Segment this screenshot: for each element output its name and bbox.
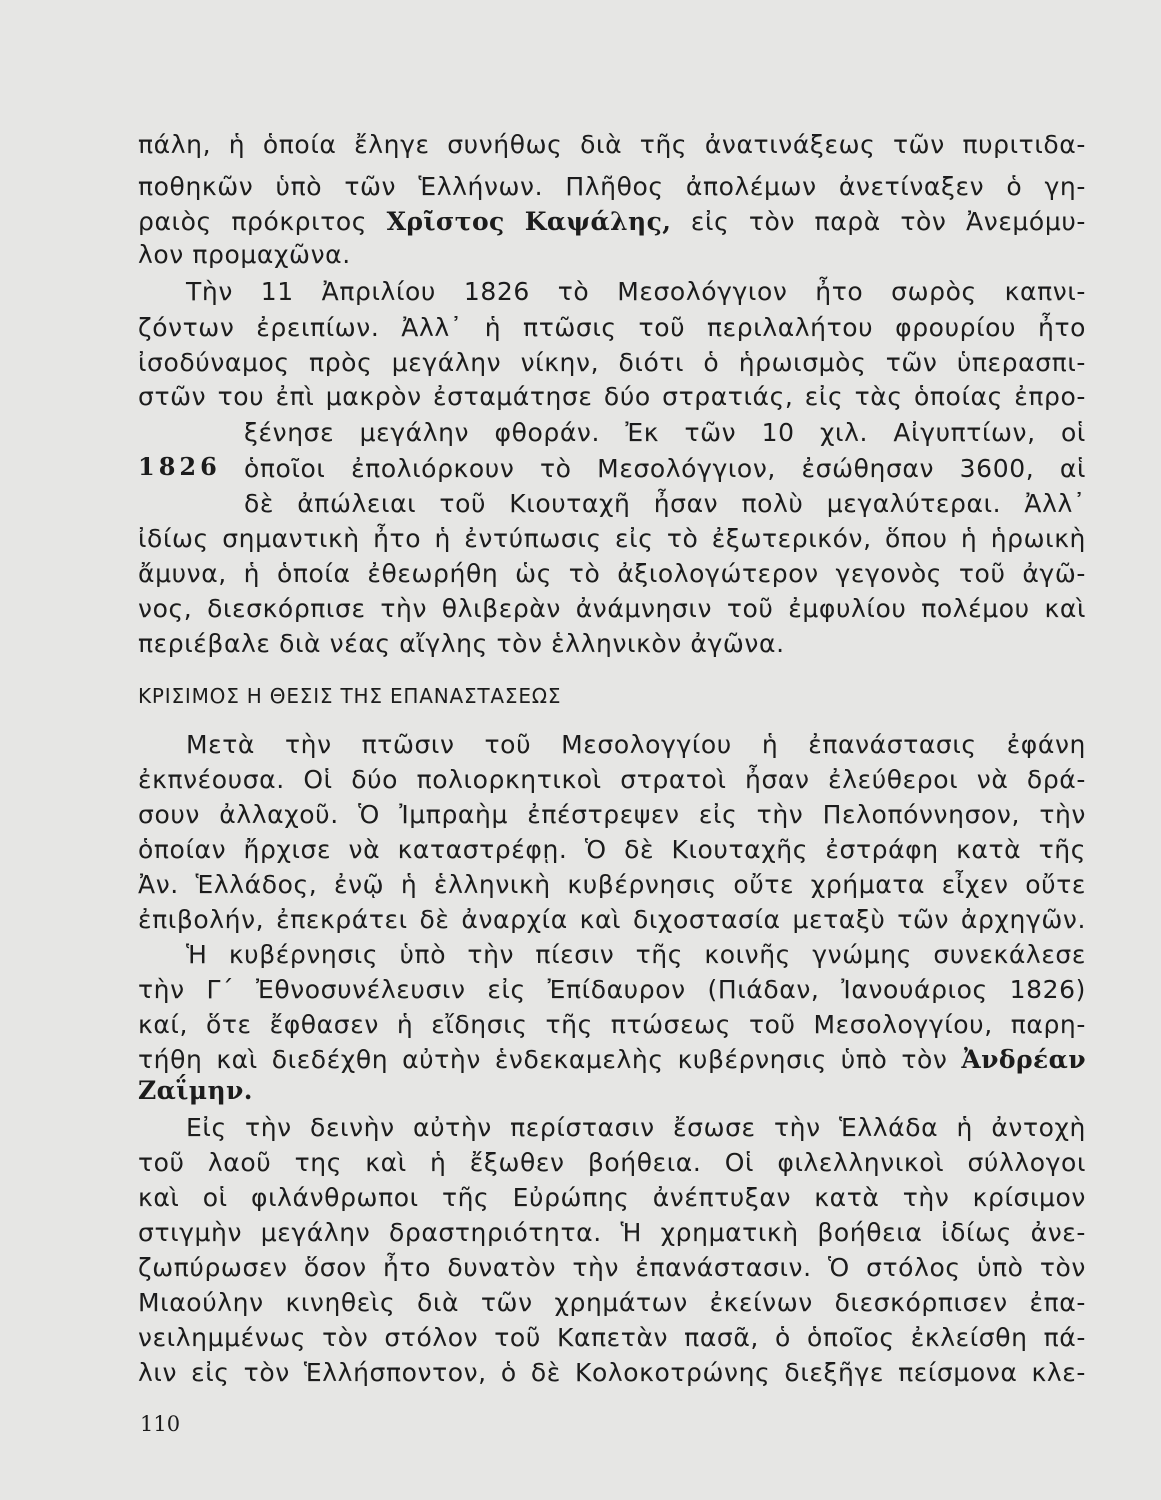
text-line: Μιαούλην κινηθεὶς διὰ τῶν χρημάτων ἐκείνων διεσκόρπισεν ἐπα- — [138, 1288, 1086, 1317]
text-line: καί, ὅτε ἔφθασεν ἡ εἴδησις τῆς πτώσεως τοῦ Μεσολογγίου, παρη- — [138, 1010, 1086, 1039]
text-line: Ἡ κυβέρνησις ὑπὸ τὴν πίεσιν τῆς κοινῆς γνώμης συνεκάλεσε — [186, 940, 1086, 969]
text-line: νος, διεσκόρπισε τὴν θλιβερὰν ἀνάμνησιν τοῦ ἐμφυλίου πολέμου καὶ — [138, 594, 1086, 623]
text-line: ἰδίως σημαντικὴ ἦτο ἡ ἐντύπωσις εἰς τὸ ἐξωτερικόν, ὅπου ἡ ἡρωικὴ — [138, 524, 1086, 553]
text-line: ἄμυνα, ἡ ὁποία ἐθεωρήθη ὡς τὸ ἀξιολογώτερον γεγονὸς τοῦ ἀγῶ- — [138, 559, 1086, 588]
text-line: ζωπύρωσεν ὅσον ἦτο δυνατὸν τὴν ἐπανάστασιν. Ὁ στόλος ὑπὸ τὸν — [138, 1253, 1086, 1282]
section-heading: ΚΡΙΣΙΜΟΣ Η ΘΕΣΙΣ ΤΗΣ ΕΠΑΝΑΣΤΑΣΕΩΣ — [138, 684, 562, 708]
text-fragment: ραιὸς πρόκριτος — [138, 207, 368, 236]
bold-name-kafalis: Χρῖστος Καψάλης, — [386, 207, 672, 236]
text-line: πάλη, ἡ ὁποία ἔληγε συνήθως διὰ τῆς ἀνατινάξεως τῶν πυριτιδα- — [138, 130, 1086, 159]
text-line: ἰσοδύναμος πρὸς μεγάλην νίκην, διότι ὁ ἡρωισμὸς τῶν ὑπερασπι- — [138, 348, 1086, 377]
text-line: Τὴν 11 Ἀπριλίου 1826 τὸ Μεσολόγγιον ἦτο σωρὸς καπνι- — [186, 277, 1086, 306]
text-line: τὴν Γ΄ Ἐθνοσυνέλευσιν εἰς Ἐπίδαυρον (Πιάδαν, Ἰανουάριος 1826) — [138, 975, 1086, 1004]
text-line: Ἀν. Ἑλλάδος, ἐνῷ ἡ ἑλληνικὴ κυβέρνησις οὔτε χρήματα εἶχεν οὔτε — [138, 870, 1086, 899]
text-line: λον προμαχῶνα. — [138, 240, 351, 269]
text-line: στιγμὴν μεγάλην δραστηριότητα. Ἡ χρηματικὴ βοήθεια ἰδίως ἀνε- — [138, 1218, 1086, 1247]
text-line: ξένησε μεγάλην φθοράν. Ἐκ τῶν 10 χιλ. Αἰγυπτίων, οἱ — [244, 418, 1086, 447]
text-line: περιέβαλε διὰ νέας αἴγλης τὸν ἑλληνικὸν ἀγῶνα. — [138, 629, 785, 658]
text-line: σουν ἀλλαχοῦ. Ὁ Ἰμπραὴμ ἐπέστρεψεν εἰς τὴν Πελοπόννησον, τὴν — [138, 800, 1086, 829]
text-line: καὶ οἱ φιλάνθρωποι τῆς Εὐρώπης ἀνέπτυξαν κατὰ τὴν κρίσιμον — [138, 1183, 1086, 1212]
text-fragment: τήθη καὶ διεδέχθη αὐτὴν ἑνδεκαμελὴς κυβέρνησις ὑπὸ τὸν — [138, 1045, 948, 1074]
text-line: ποθηκῶν ὑπὸ τῶν Ἑλλήνων. Πλῆθος ἀπολέμων ἀνετίναξεν ὁ γη- — [138, 172, 1086, 201]
text-line: Εἰς τὴν δεινὴν αὐτὴν περίστασιν ἔσωσε τὴν Ἑλλάδα ἡ ἀντοχὴ — [186, 1113, 1086, 1142]
margin-year: 1826 — [138, 452, 221, 481]
text-line: Μετὰ τὴν πτῶσιν τοῦ Μεσολογγίου ἡ ἐπανάστασις ἐφάνη — [186, 730, 1086, 759]
text-line: νειλημμένως τὸν στόλον τοῦ Καπετὰν πασᾶ, ὁ ὁποῖος ἐκλείσθη πά- — [138, 1323, 1086, 1352]
text-line: τοῦ λαοῦ της καὶ ἡ ἔξωθεν βοήθεια. Οἱ φιλελληνικοὶ σύλλογοι — [138, 1148, 1086, 1177]
bold-name-andreas: Ἀνδρέαν — [961, 1045, 1086, 1074]
text-line: λιν εἰς τὸν Ἑλλήσποντον, ὁ δὲ Κολοκοτρώνης διεξῆγε πείσμονα κλε- — [138, 1358, 1086, 1387]
text-line: ζόντων ἐρειπίων. Ἀλλ᾿ ἡ πτῶσις τοῦ περιλαλήτου φρουρίου ἦτο — [138, 313, 1086, 342]
text-line — [138, 1074, 1086, 1108]
text-line: ὁποῖοι ἐπολιόρκουν τὸ Μεσολόγγιον, ἐσώθησαν 3600, αἱ — [244, 454, 1086, 483]
text-line — [138, 1043, 1086, 1077]
text-fragment: εἰς τὸν παρὰ τὸν Ἀνεμόμυ- — [690, 207, 1087, 236]
text-line: ἐπιβολήν, ἐπεκράτει δὲ ἀναρχία καὶ διχοστασία μεταξὺ τῶν ἀρχηγῶν. — [138, 905, 1086, 934]
text-line: στῶν του ἐπὶ μακρὸν ἐσταμάτησε δύο στρατιάς, εἰς τὰς ὁποίας ἐπρο- — [138, 382, 1086, 411]
text-line: ἐκπνέουσα. Οἱ δύο πολιορκητικοὶ στρατοὶ ἦσαν ἐλεύθεροι νὰ δρά- — [138, 765, 1086, 794]
text-line — [138, 205, 1086, 239]
text-line: ὁποίαν ἤρχισε νὰ καταστρέφῃ. Ὁ δὲ Κιουταχῆς ἐστράφη κατὰ τῆς — [138, 835, 1086, 864]
bold-name-zaimis: Ζαΐμην. — [138, 1076, 253, 1105]
page-number: 110 — [140, 1412, 181, 1436]
text-line: δὲ ἀπώλειαι τοῦ Κιουταχῆ ἦσαν πολὺ μεγαλύτεραι. Ἀλλ᾿ — [244, 489, 1086, 518]
